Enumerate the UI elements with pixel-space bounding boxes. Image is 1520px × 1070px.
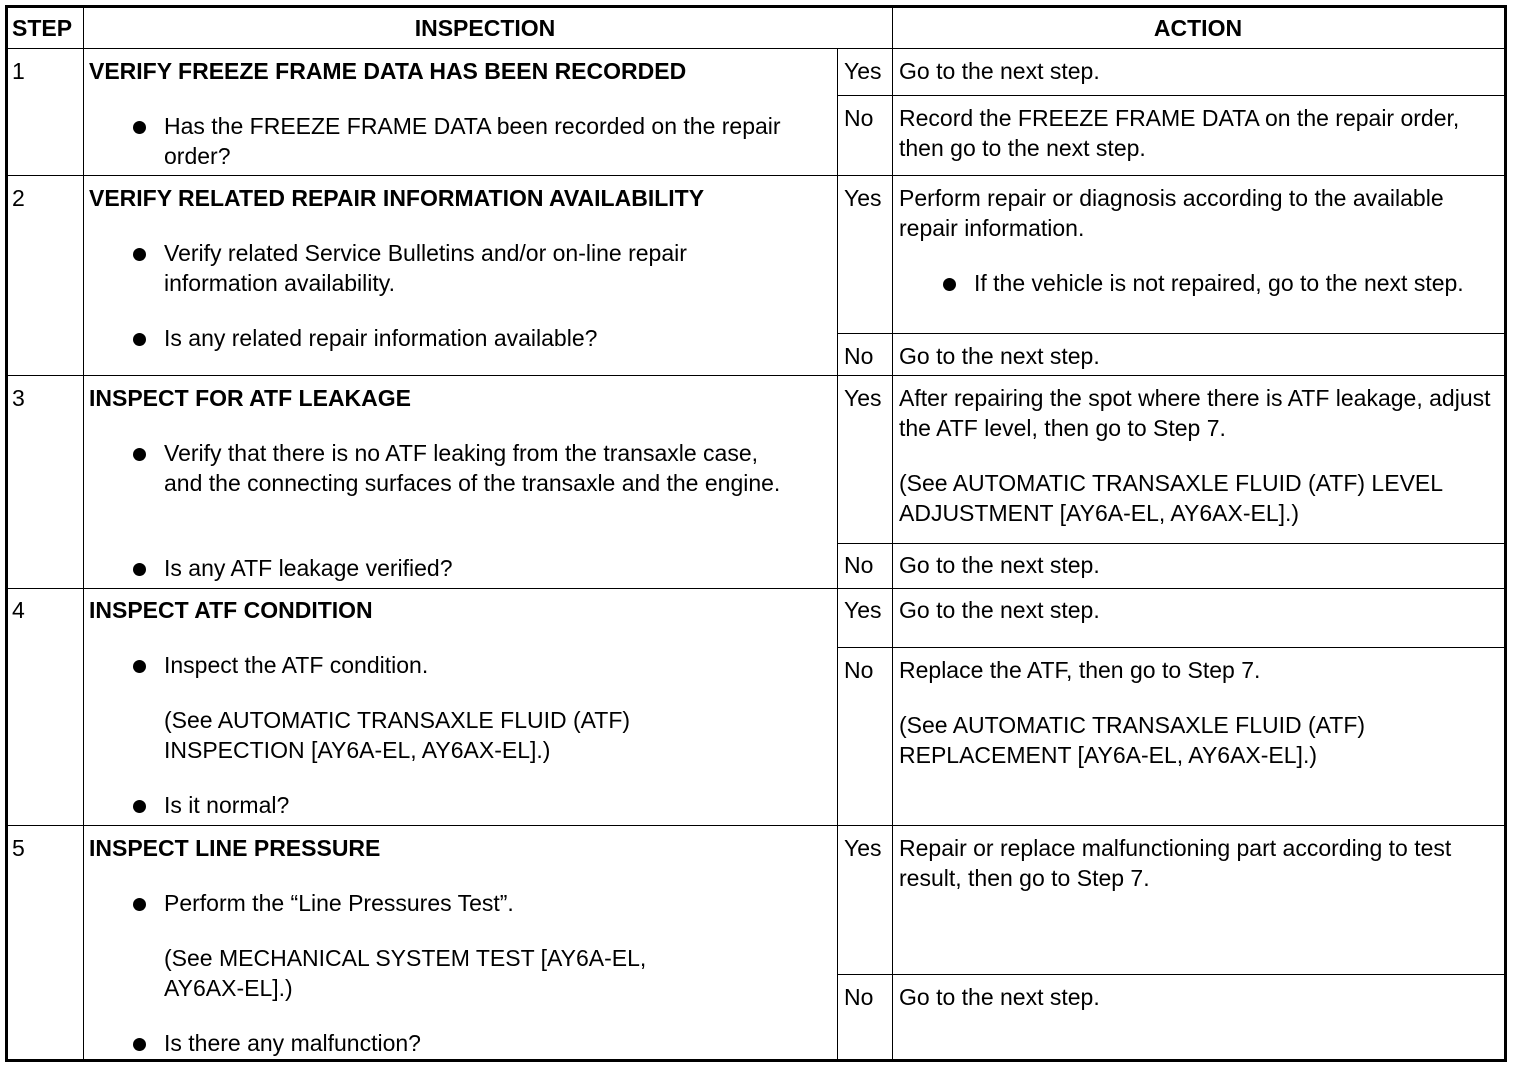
step-number: 2 bbox=[12, 185, 25, 211]
no-action: Go to the next step. bbox=[899, 552, 1100, 578]
no-label: No bbox=[844, 105, 874, 131]
inspection-item: Verify related Service Bulletins and/or on-line repair information availability. bbox=[164, 240, 687, 296]
yes-label: Yes bbox=[844, 385, 882, 411]
inspection-item: Has the FREEZE FRAME DATA been recorded on the repair order? bbox=[164, 113, 781, 169]
inspection-item: Perform the “Line Pressures Test”. bbox=[164, 890, 514, 916]
bullet-icon bbox=[133, 1038, 146, 1051]
no-label: No bbox=[844, 343, 874, 369]
yes-no-divider bbox=[837, 543, 1504, 544]
row-divider bbox=[8, 375, 1504, 376]
step-title: VERIFY RELATED REPAIR INFORMATION AVAILABILITY bbox=[89, 185, 705, 211]
bullet-icon bbox=[133, 800, 146, 813]
column-divider bbox=[837, 48, 838, 1059]
no-label: No bbox=[844, 984, 874, 1010]
bullet-icon bbox=[943, 278, 956, 291]
yes-action: Go to the next step. bbox=[899, 597, 1100, 623]
step-number: 1 bbox=[12, 58, 25, 84]
no-action: Go to the next step. bbox=[899, 343, 1100, 369]
no-action: Record the FREEZE FRAME DATA on the repair order, then go to the next step. bbox=[899, 105, 1460, 161]
yes-action: Go to the next step. bbox=[899, 58, 1100, 84]
yes-no-divider bbox=[837, 974, 1504, 975]
column-divider bbox=[83, 8, 84, 1059]
bullet-icon bbox=[133, 563, 146, 576]
yes-no-divider bbox=[837, 647, 1504, 648]
header-inspection: INSPECTION bbox=[414, 15, 556, 41]
inspection-item: Inspect the ATF condition. bbox=[164, 652, 429, 678]
no-action: Go to the next step. bbox=[899, 984, 1100, 1010]
bullet-icon bbox=[133, 448, 146, 461]
bullet-icon bbox=[133, 248, 146, 261]
step-number: 4 bbox=[12, 597, 25, 623]
yes-action: Perform repair or diagnosis according to the available repair information. bbox=[899, 185, 1444, 241]
bullet-icon bbox=[133, 898, 146, 911]
yes-no-divider bbox=[837, 95, 1504, 96]
header-action: ACTION bbox=[1153, 15, 1243, 41]
inspection-item: Verify that there is no ATF leaking from the transaxle case, and the connecting surfaces of the transaxle and the engine. bbox=[164, 440, 781, 496]
inspection-item: Is there any malfunction? bbox=[164, 1030, 421, 1056]
yes-action-reference: (See AUTOMATIC TRANSAXLE FLUID (ATF) LEVEL ADJUSTMENT [AY6A-EL, AY6AX-EL].) bbox=[899, 470, 1443, 526]
step-title: VERIFY FREEZE FRAME DATA HAS BEEN RECORDED bbox=[89, 58, 687, 84]
no-action: Replace the ATF, then go to Step 7. bbox=[899, 657, 1261, 683]
inspection-item: Is any related repair information available? bbox=[164, 325, 598, 351]
diagnostic-procedure-table bbox=[5, 5, 1507, 1062]
yes-label: Yes bbox=[844, 58, 882, 84]
column-divider bbox=[892, 8, 893, 1059]
inspection-reference: (See MECHANICAL SYSTEM TEST [AY6A-EL, AY6AX-EL].) bbox=[164, 945, 647, 1001]
yes-action: Repair or replace malfunctioning part according to test result, then go to Step 7. bbox=[899, 835, 1452, 891]
step-title: INSPECT ATF CONDITION bbox=[89, 597, 373, 623]
yes-no-divider bbox=[837, 333, 1504, 334]
no-label: No bbox=[844, 657, 874, 683]
row-divider bbox=[8, 48, 1504, 49]
yes-label: Yes bbox=[844, 835, 882, 861]
yes-action: After repairing the spot where there is ATF leakage, adjust the ATF level, then go to Step 7. bbox=[899, 385, 1491, 441]
yes-label: Yes bbox=[844, 185, 882, 211]
inspection-item: Is any ATF leakage verified? bbox=[164, 555, 453, 581]
row-divider bbox=[8, 175, 1504, 176]
yes-action-note: If the vehicle is not repaired, go to the next step. bbox=[974, 270, 1464, 296]
bullet-icon bbox=[133, 660, 146, 673]
bullet-icon bbox=[133, 333, 146, 346]
yes-label: Yes bbox=[844, 597, 882, 623]
step-title: INSPECT LINE PRESSURE bbox=[89, 835, 381, 861]
step-title: INSPECT FOR ATF LEAKAGE bbox=[89, 385, 411, 411]
bullet-icon bbox=[133, 121, 146, 134]
step-number: 5 bbox=[12, 835, 25, 861]
step-number: 3 bbox=[12, 385, 25, 411]
inspection-reference: (See AUTOMATIC TRANSAXLE FLUID (ATF) INSPECTION [AY6A-EL, AY6AX-EL].) bbox=[164, 707, 631, 763]
header-step: STEP bbox=[12, 15, 73, 41]
inspection-item: Is it normal? bbox=[164, 792, 290, 818]
no-action-reference: (See AUTOMATIC TRANSAXLE FLUID (ATF) REPLACEMENT [AY6A-EL, AY6AX-EL].) bbox=[899, 712, 1366, 768]
row-divider bbox=[8, 588, 1504, 589]
row-divider bbox=[8, 825, 1504, 826]
no-label: No bbox=[844, 552, 874, 578]
